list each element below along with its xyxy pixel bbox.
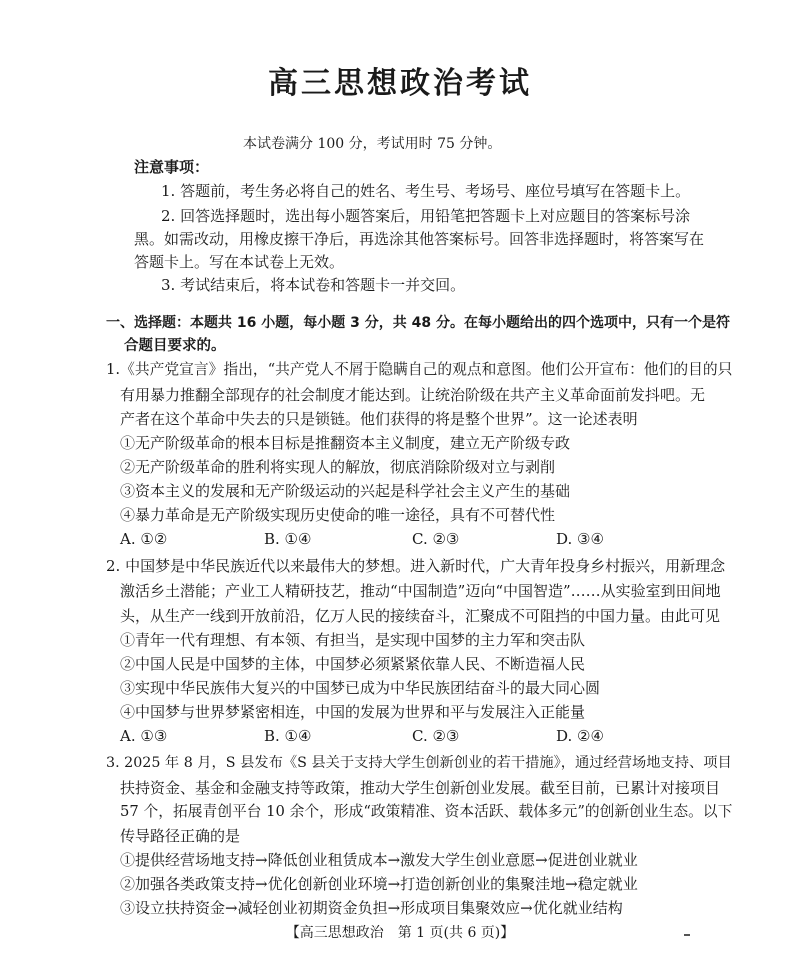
notes-heading: 注意事项： [134,158,210,176]
q3-stem-line-2: 扶持资金、基金和金融支持等政策，推动大学生创新创业发展。截至目前，已累计对接项目 [120,779,721,797]
note-3: 3. 考试结束后，将本试卷和答题卡一并交回。 [161,276,466,294]
q3-stem-line-1: 3. 2025 年 8 月，S 县发布《S 县关于支持大学生创新创业的若干措施》，通过经营场地支持、项目 [106,755,732,771]
q1-choice-a: A. ①② [120,530,168,548]
q3-option-1: ①提供经营场地支持→降低创业租赁成本→激发大学生创业意愿→促进创业就业 [120,851,638,869]
q2-stem-line-2: 激活乡土潜能；产业工人精研技艺，推动“中国制造”迈向“中国智造”……从实验室到田间地 [120,582,721,600]
q1-choice-b: B. ①④ [264,530,312,548]
corner-mark [684,934,690,936]
q2-option-3: ③实现中华民族伟大复兴的中国梦已成为中华民族团结奋斗的最大同心圆 [120,679,601,697]
q1-choice-c: C. ②③ [412,530,460,548]
section-heading-line-1: 一、选择题：本题共 16 小题，每小题 3 分，共 48 分。在每小题给出的四个选项中，只有一个是符 [106,315,730,331]
note-2-line-2: 黑。如需改动，用橡皮擦干净后，再选涂其他答案标号。回答非选择题时，将答案写在 [134,230,705,248]
exam-title: 高三思想政治考试 [268,66,532,101]
q1-stem-line-3: 产者在这个革命中失去的只是锁链。他们获得的将是整个世界”。这一论述表明 [120,410,638,428]
q3-stem-line-3: 57 个，拓展青创平台 10 余个，形成“政策精准、资本活跃、载体多元”的创新创业生态。以下 [120,803,733,820]
q1-option-2: ②无产阶级革命的胜利将实现人的解放，彻底消除阶级对立与剥削 [120,458,556,476]
exam-meta: 本试卷满分 100 分，考试用时 75 分钟。 [243,136,502,152]
q2-choice-a: A. ①③ [120,727,168,745]
q2-choice-d: D. ②④ [556,727,604,745]
q2-choice-c: C. ②③ [412,727,460,745]
note-2-line-3: 答题卡上。写在本试卷上无效。 [134,253,345,271]
q3-stem-line-4: 传导路径正确的是 [120,827,241,845]
page-footer: 【高三思想政治 第 1 页(共 6 页)】 [285,925,515,941]
q3-option-3: ③设立扶持资金→减轻创业初期资金负担→形成项目集聚效应→优化就业结构 [120,899,623,917]
q3-option-2: ②加强各类政策支持→优化创新创业环境→打造创新创业的集聚洼地→稳定就业 [120,875,638,893]
q1-option-3: ③资本主义的发展和无产阶级运动的兴起是科学社会主义产生的基础 [120,482,571,500]
q2-stem-line-1: 2. 中国梦是中华民族近代以来最伟大的梦想。进入新时代，广大青年投身乡村振兴，用新理念 [106,557,726,575]
section-heading-line-2: 合题目要求的。 [124,338,226,354]
note-1: 1. 答题前，考生务必将自己的姓名、考生号、考场号、座位号填写在答题卡上。 [161,182,691,200]
q1-option-1: ①无产阶级革命的根本目标是推翻资本主义制度，建立无产阶级专政 [120,434,571,452]
note-2-line-1: 2. 回答选择题时，选出每小题答案后，用铅笔把答题卡上对应题目的答案标号涂 [161,207,691,225]
q2-stem-line-3: 头，从生产一线到开放前沿，亿万人民的接续奋斗，汇聚成不可阻挡的中国力量。由此可见 [120,607,721,625]
q2-option-2: ②中国人民是中国梦的主体，中国梦必须紧紧依靠人民、不断造福人民 [120,655,586,673]
q2-option-1: ①青年一代有理想、有本领、有担当，是实现中国梦的主力军和突击队 [120,631,586,649]
q1-stem-line-1: 1.《共产党宣言》指出，“共产党人不屑于隐瞒自己的观点和意图。他们公开宣布：他们的目的只 [106,361,733,378]
q2-option-4: ④中国梦与世界梦紧密相连，中国的发展为世界和平与发展注入正能量 [120,703,586,721]
q2-choice-b: B. ①④ [264,727,312,745]
q1-option-4: ④暴力革命是无产阶级实现历史使命的唯一途径，具有不可替代性 [120,506,556,524]
q1-stem-line-2: 有用暴力推翻全部现存的社会制度才能达到。让统治阶级在共产主义革命面前发抖吧。无 [120,386,706,404]
q1-choice-d: D. ③④ [556,530,604,548]
